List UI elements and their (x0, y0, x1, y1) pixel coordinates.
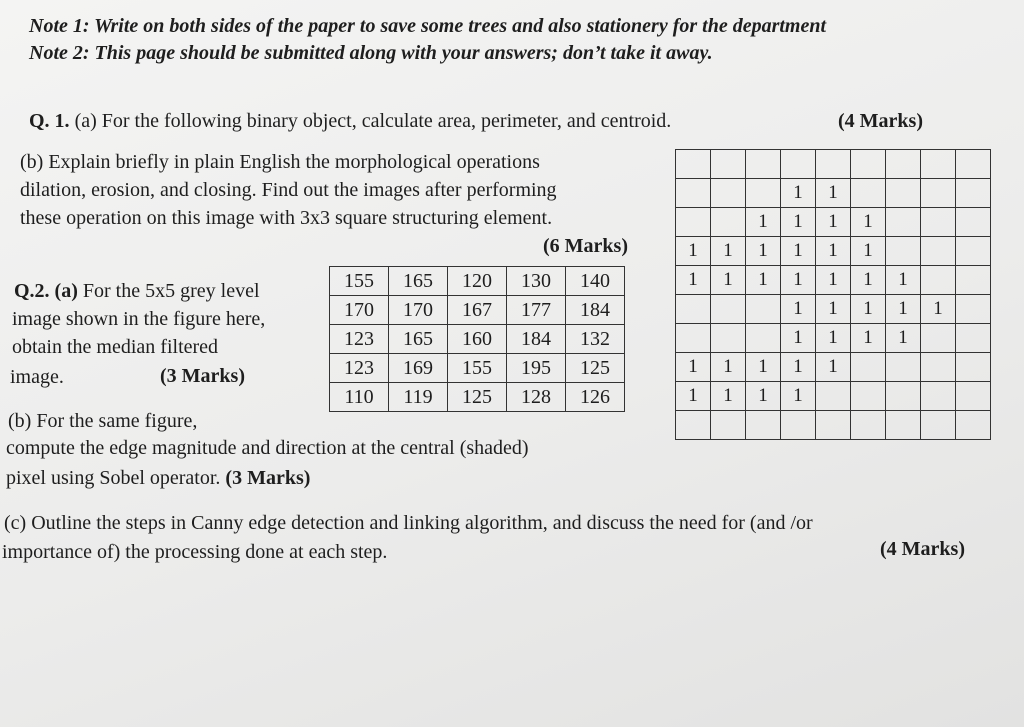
binary-cell: 1 (781, 208, 816, 237)
binary-row (676, 237, 991, 266)
binary-cell: 1 (851, 237, 886, 266)
grey-cell: 126 (566, 383, 625, 412)
grey-cell: 132 (566, 325, 625, 354)
binary-cell: 1 (711, 353, 746, 382)
grey-cell: 120 (448, 267, 507, 296)
binary-cell (921, 150, 956, 179)
binary-cell (921, 208, 956, 237)
binary-cell (711, 150, 746, 179)
binary-cell (886, 382, 921, 411)
grey-cell: 169 (389, 354, 448, 383)
grey-cell: 165 (389, 325, 448, 354)
binary-cell (676, 150, 711, 179)
binary-cell (711, 208, 746, 237)
binary-cell: 1 (816, 208, 851, 237)
binary-cell (956, 353, 991, 382)
binary-cell (851, 150, 886, 179)
binary-cell (676, 295, 711, 324)
binary-cell (851, 411, 886, 440)
binary-cell (711, 411, 746, 440)
q1-label: Q. 1. (29, 110, 70, 132)
binary-cell (746, 411, 781, 440)
q2-c-line2: importance of) the processing done at each step. (2, 541, 388, 563)
binary-cell (711, 179, 746, 208)
binary-cell: 1 (851, 324, 886, 353)
binary-cell: 1 (886, 266, 921, 295)
binary-cell (886, 208, 921, 237)
binary-cell (956, 324, 991, 353)
binary-cell (956, 237, 991, 266)
binary-cell: 1 (851, 208, 886, 237)
binary-cell: 1 (746, 208, 781, 237)
q1-b-marks: (6 Marks) (543, 235, 628, 257)
binary-cell: 1 (886, 295, 921, 324)
binary-cell (921, 266, 956, 295)
grey-cell: 155 (448, 354, 507, 383)
grey-cell: 119 (389, 383, 448, 412)
binary-cell: 1 (816, 353, 851, 382)
binary-row (676, 266, 991, 295)
note-2: Note 2: This page should be submitted along with your answers; don’t take it away. (29, 42, 713, 64)
grey-row (330, 325, 625, 354)
q2-b-line2: compute the edge magnitude and direction at the central (shaded) (6, 437, 529, 459)
note-1: Note 1: Write on both sides of the paper to save some trees and also stationery for the department (29, 15, 827, 37)
binary-cell: 1 (711, 382, 746, 411)
binary-cell (816, 411, 851, 440)
q1-b-line2: dilation, erosion, and closing. Find out the images after performing (20, 179, 557, 201)
binary-cell (781, 411, 816, 440)
q2-b-line3-text: pixel using Sobel operator. (6, 467, 221, 489)
grey-cell: 170 (330, 296, 389, 325)
q2-b-line1: (b) For the same figure, (8, 410, 198, 432)
binary-row (676, 295, 991, 324)
binary-cell: 1 (781, 179, 816, 208)
grey-cell: 110 (330, 383, 389, 412)
binary-cell (956, 382, 991, 411)
binary-cell (956, 411, 991, 440)
binary-cell (676, 179, 711, 208)
binary-cell (851, 353, 886, 382)
q1-b-line1: (b) Explain briefly in plain English the morphological operations (20, 151, 540, 173)
binary-cell (746, 324, 781, 353)
binary-cell (746, 179, 781, 208)
grey-cell: 184 (507, 325, 566, 354)
binary-cell (746, 295, 781, 324)
binary-row (676, 208, 991, 237)
binary-cell (956, 266, 991, 295)
binary-cell: 1 (886, 324, 921, 353)
binary-cell: 1 (781, 266, 816, 295)
q2-b-marks: (3 Marks) (225, 467, 311, 489)
q2-a-line1-text: For the 5x5 grey level (77, 280, 260, 302)
grey-cell: 184 (566, 296, 625, 325)
binary-cell (886, 150, 921, 179)
binary-cell (886, 353, 921, 382)
binary-cell: 1 (676, 382, 711, 411)
binary-cell (851, 382, 886, 411)
binary-cell: 1 (816, 237, 851, 266)
binary-cell: 1 (781, 382, 816, 411)
binary-cell: 1 (746, 266, 781, 295)
grey-cell: 130 (507, 267, 566, 296)
binary-cell: 1 (746, 237, 781, 266)
grey-cell: 125 (566, 354, 625, 383)
binary-cell: 1 (851, 266, 886, 295)
grey-cell: 177 (507, 296, 566, 325)
grey-cell: 160 (448, 325, 507, 354)
binary-cell: 1 (711, 266, 746, 295)
grey-cell: 140 (566, 267, 625, 296)
binary-cell: 1 (816, 266, 851, 295)
binary-cell: 1 (851, 295, 886, 324)
binary-object-grid (675, 149, 991, 440)
binary-cell (886, 237, 921, 266)
binary-cell: 1 (816, 324, 851, 353)
grey-row (330, 383, 625, 412)
binary-cell (676, 208, 711, 237)
binary-cell (921, 179, 956, 208)
grey-cell: 155 (330, 267, 389, 296)
q2-c-marks: (4 Marks) (880, 538, 965, 560)
binary-cell (711, 324, 746, 353)
binary-cell: 1 (921, 295, 956, 324)
binary-cell: 1 (816, 295, 851, 324)
binary-cell: 1 (746, 382, 781, 411)
grey-cell: 167 (448, 296, 507, 325)
binary-cell: 1 (816, 179, 851, 208)
binary-cell (956, 208, 991, 237)
binary-cell: 1 (781, 353, 816, 382)
q2-a-marks: (3 Marks) (160, 365, 245, 387)
binary-cell: 1 (676, 266, 711, 295)
q1-b-line3: these operation on this image with 3x3 square structuring element. (20, 207, 553, 229)
binary-cell: 1 (746, 353, 781, 382)
binary-cell (676, 324, 711, 353)
grey-cell: 128 (507, 383, 566, 412)
binary-row (676, 179, 991, 208)
q2-label: Q.2. (a) (14, 280, 78, 302)
binary-row (676, 150, 991, 179)
grey-cell: 165 (389, 267, 448, 296)
binary-row (676, 324, 991, 353)
binary-row (676, 353, 991, 382)
binary-cell (921, 237, 956, 266)
binary-cell (816, 150, 851, 179)
binary-cell: 1 (781, 237, 816, 266)
binary-cell (676, 411, 711, 440)
binary-cell (921, 411, 956, 440)
grey-level-image-table (329, 266, 625, 412)
grey-row (330, 354, 625, 383)
q2-a-line2: image shown in the figure here, (12, 308, 266, 330)
binary-cell: 1 (711, 237, 746, 266)
binary-cell (746, 150, 781, 179)
binary-cell (711, 295, 746, 324)
binary-cell (921, 324, 956, 353)
q2-c-line1: (c) Outline the steps in Canny edge detection and linking algorithm, and discuss the need for (and /or (4, 512, 813, 534)
binary-row (676, 411, 991, 440)
q2-b-line3 (6, 467, 310, 490)
binary-row (676, 382, 991, 411)
q1-a-text: (a) For the following binary object, calculate area, perimeter, and centroid. (74, 110, 672, 132)
binary-cell (956, 179, 991, 208)
binary-cell (781, 150, 816, 179)
binary-cell: 1 (781, 324, 816, 353)
binary-cell: 1 (676, 237, 711, 266)
q2-a-line1 (14, 280, 260, 303)
grey-cell: 195 (507, 354, 566, 383)
binary-cell (921, 382, 956, 411)
binary-cell (816, 382, 851, 411)
binary-cell (886, 179, 921, 208)
binary-cell (886, 411, 921, 440)
grey-row (330, 296, 625, 325)
grey-cell: 123 (330, 354, 389, 383)
binary-cell (956, 150, 991, 179)
grey-row (330, 267, 625, 296)
binary-cell (956, 295, 991, 324)
q1-a-marks: (4 Marks) (838, 110, 923, 132)
q2-a-line3: obtain the median filtered (12, 336, 219, 358)
q1-a (29, 110, 671, 133)
grey-cell: 170 (389, 296, 448, 325)
binary-cell (851, 179, 886, 208)
binary-cell: 1 (781, 295, 816, 324)
q2-a-line4: image. (10, 366, 64, 388)
binary-cell: 1 (676, 353, 711, 382)
binary-cell (921, 353, 956, 382)
grey-cell: 125 (448, 383, 507, 412)
grey-cell: 123 (330, 325, 389, 354)
